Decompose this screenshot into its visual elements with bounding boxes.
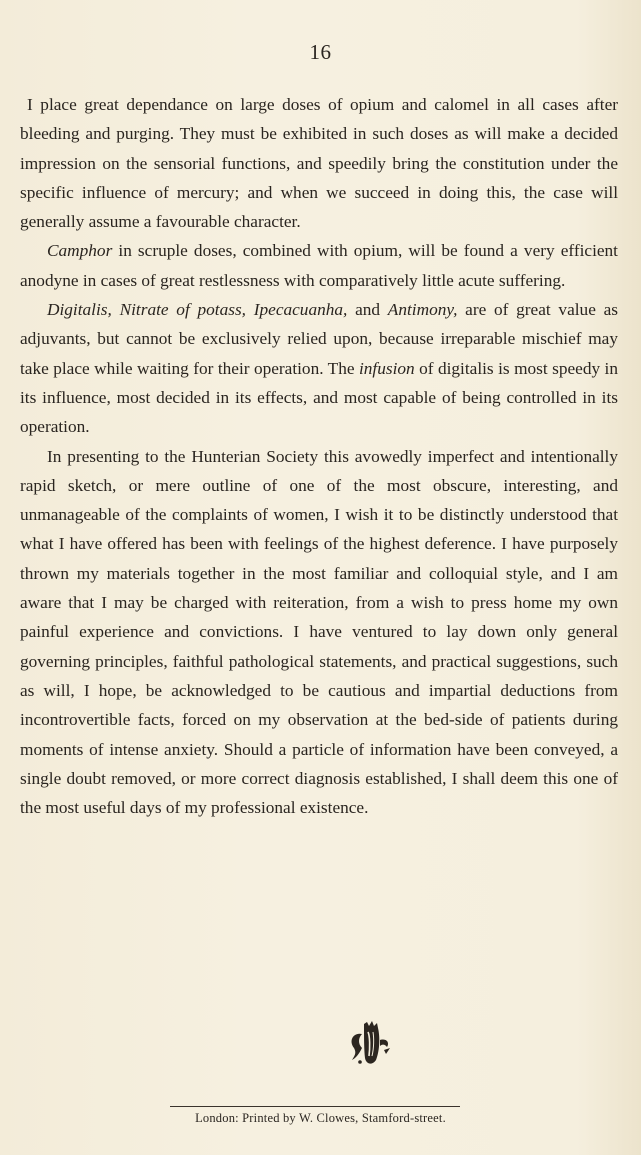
text-fragment (246, 300, 254, 319)
paragraph-digitalis (20, 295, 618, 441)
term-antimony: Antimony, (387, 300, 458, 320)
paragraph-camphor (20, 236, 618, 295)
printer-imprint: London: Printed by W. Clowes, Stamford-street. (195, 1111, 446, 1125)
term-digitalis: Digitalis, (47, 300, 112, 320)
body-text (20, 90, 618, 822)
printers-flourish-ornament-icon (340, 1014, 404, 1072)
paragraph-hunterian-society: In presenting to the Hunterian Society this avowedly imperfect and intentionally rapid sketch, or mere outline of one of the most obscure, interesting, and unmanageable of the complaints of women, I wish it to be distinctly understood that what I have offered has been with feelings of the highest deference. I have purposely thrown my materials together in the most familiar and colloquial style, and I am aware that I may be charged with reiteration, from a wish to press home my own painful experience and convictions. I have ventured to lay down only general governing principles, faithful pathological statements, and practical suggestions, such as will, I hope, be acknowledged to be cautious and impartial deductions from incontrovertible facts, forced on my observation at the bed-side of patients during moments of intense anxiety. Should a particle of information have been conveyed, a single doubt removed, or more correct diagnosis established, I shall deem this one of the most useful days of my professional existence. (20, 446, 618, 818)
text-fragment: are of great value as adjuvants, but cannot be exclusively relied upon, because irreparable mischief may take place while waiting for their operation. The (20, 300, 619, 378)
term-camphor: Camphor (47, 241, 113, 261)
term-nitrate-of-potass: Nitrate of potass, (119, 300, 246, 320)
imprint-rule (170, 1106, 460, 1107)
page-number: 16 (309, 40, 332, 64)
text-fragment (112, 300, 120, 319)
paragraph-opium-calomel: I place great dependance on large doses of opium and calomel in all cases after bleeding and purging. They must be exhibited in such doses as will make a decided impression on the sensorial functions, and speedily bring the constitution under the specific influence of mercury; and when we succeed in doing this, the case will generally assume a favourable character. (20, 95, 618, 232)
text-fragment: of digitalis is most speedy in its influence, most decided in its effects, and most capable of being controlled in its operation. (20, 358, 618, 437)
term-infusion: infusion (358, 358, 415, 378)
text-fragment: and (347, 300, 388, 320)
term-ipecacuanha: Ipecacuanha, (253, 300, 348, 320)
paragraph-camphor-text: in scruple doses, combined with opium, will be found a very efficient anodyne in cases of great restlessness with comparatively little acute suffering. (20, 241, 618, 290)
